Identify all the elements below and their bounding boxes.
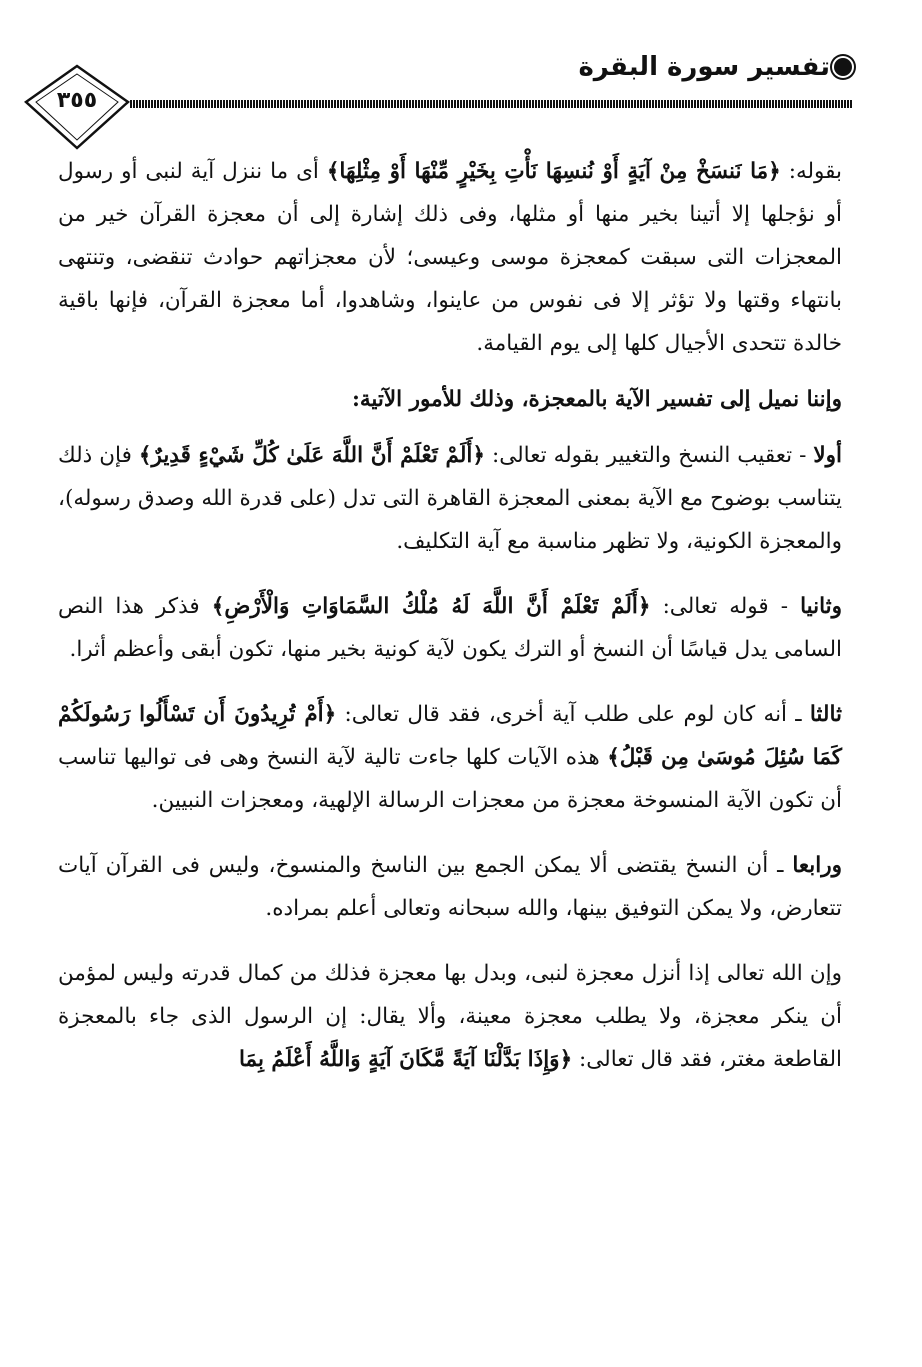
paragraph-5-text: ـ أن النسخ يقتضى ألا يمكن الجمع بين الناسخ والمنسوخ، وليس فى القرآن آيات تتعارض، ولا يمكن التوفيق بينها، والله سبحانه وتعالى أعلم بمراده. — [58, 853, 842, 921]
paragraph-6 — [58, 952, 842, 1081]
running-header: تفسير سورة البقرة — [578, 52, 830, 82]
quran-quote-4: ﴿أَمْ تُرِيدُونَ أَن تَسْأَلُوا رَسُولَكُمْ كَمَا سُئِلَ مُوسَىٰ مِن قَبْلُ﴾ — [58, 702, 843, 770]
paragraph-1 — [58, 150, 842, 365]
page-body — [58, 150, 842, 1094]
paragraph-2 — [58, 434, 842, 563]
paragraph-1-text: أى ما ننزل آية لنبى أو رسول أو نؤجلها إلا أتينا بخير منها أو مثلها، وفى ذلك إشارة إلى أن معجزة القرآن خير من المعجزات التى سبقت كمعجزة موسى وعيسى؛ لأن معجزاتهم حوادث تنقضى، وتنتهى بانتهاء وقتها ولا تؤثر إلا فى نفوس من عاينوا، وشاهدوا، أما معجزة القرآن، فإنها باقية خالدة تتحدى الأجيال كلها إلى يوم القيامة. — [58, 159, 842, 356]
paragraph-5 — [58, 844, 842, 930]
point-label-1: أولا — [813, 443, 842, 468]
header-ornament-icon — [834, 58, 852, 76]
point-label-2: وثانيا — [800, 594, 843, 619]
quran-quote-5: ﴿وَإِذَا بَدَّلْنَا آيَةً مَّكَانَ آيَةٍ وَاللَّهُ أَعْلَمُ بِمَا — [238, 1047, 573, 1072]
quran-quote-2: ﴿أَلَمْ تَعْلَمْ أَنَّ اللَّهَ عَلَىٰ كُلِّ شَيْءٍ قَدِيرٌ﴾ — [138, 443, 485, 468]
paragraph-1-lead: بقوله: — [780, 159, 843, 184]
paragraph-3-lead: - قوله تعالى: — [650, 594, 801, 619]
quran-quote-1: ﴿مَا نَنسَخْ مِنْ آيَةٍ أَوْ نُنسِهَا نَأْتِ بِخَيْرٍ مِّنْهَا أَوْ مِثْلِهَا﴾ — [326, 159, 781, 184]
paragraph-2-text: فإن ذلك يتناسب بوضوح مع الآية بمعنى المعجزة القاهرة التى تدل (على قدرة الله وصدق رسوله)، والمعجزة الكونية، ولا تظهر مناسبة مع آية التكليف. — [58, 443, 842, 554]
paragraph-6-text: وإن الله تعالى إذا أنزل معجزة لنبى، وبدل بها معجزة فذلك من كمال قدرته وليس لمؤمن أن ينكر معجزة، ولا يطلب معجزة معينة، وألا يقال: إن الرسول الذى جاء بالمعجزة القاطعة مغتر، فقد قال تعالى: — [58, 961, 842, 1072]
page-number-badge — [22, 62, 132, 152]
paragraph-3 — [58, 585, 842, 671]
page-number: ٣٥٥ — [56, 88, 98, 113]
paragraph-4-text: هذه الآيات كلها جاءت تالية لآية النسخ وهى فى تواليها تناسب أن تكون الآية المنسوخة معجزة من معجزات الرسالة الإلهية، ومعجزات النبيين. — [58, 745, 842, 813]
header-rule — [130, 100, 852, 108]
quran-quote-3: ﴿أَلَمْ تَعْلَمْ أَنَّ اللَّهَ لَهُ مُلْكُ السَّمَاوَاتِ وَالْأَرْضِ﴾ — [211, 594, 651, 619]
paragraph-3-text: فذكر هذا النص السامى يدل قياسًا أن النسخ أو الترك يكون لآية كونية بخير منها، تكون أبقى وأعظم أثرا. — [58, 594, 842, 662]
paragraph-2-lead: - تعقيب النسخ والتغيير بقوله تعالى: — [484, 443, 814, 468]
point-label-3: ثالثا — [809, 702, 842, 727]
paragraph-4 — [58, 693, 842, 822]
paragraph-4-lead: ـ أنه كان لوم على طلب آية أخرى، فقد قال تعالى: — [336, 702, 810, 727]
point-label-4: ورابعا — [792, 853, 842, 878]
section-heading: وإننا نميل إلى تفسير الآية بالمعجزة، وذلك للأمور الآتية: — [351, 387, 842, 412]
